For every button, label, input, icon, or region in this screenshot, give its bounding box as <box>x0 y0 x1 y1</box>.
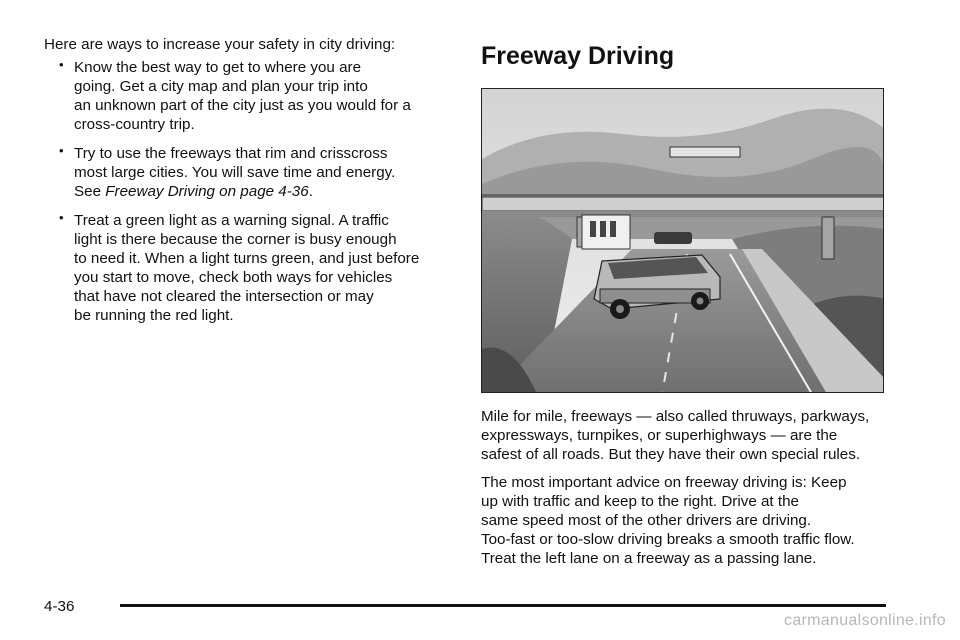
list-item-line: to need it. When a light turns green, and just before <box>74 250 420 267</box>
list-item-line: Know the best way to get to where you are <box>74 59 362 76</box>
bullet-icon: • <box>59 210 64 225</box>
footer-divider <box>120 604 886 607</box>
paragraph-line: Mile for mile, freeways — also called thruways, parkways, <box>481 408 870 425</box>
list-item-line: most large cities. You will save time and energy. <box>74 164 396 181</box>
list-item-line: cross-country trip. <box>74 116 195 133</box>
paragraph-line: up with traffic and keep to the right. Drive at the <box>481 493 799 510</box>
paragraph-line: same speed most of the other drivers are driving. <box>481 512 812 529</box>
list-item-line: light is there because the corner is busy enough <box>74 231 397 248</box>
paragraph <box>481 473 901 568</box>
list-item-line: Treat a green light as a warning signal. A traffic <box>74 212 389 229</box>
section-heading: Freeway Driving <box>481 42 675 70</box>
paragraph-line: safest of all roads. But they have their own special rules. <box>481 446 861 463</box>
list-item-line: an unknown part of the city just as you would for a <box>74 97 411 114</box>
cross-reference-link[interactable]: Freeway Driving on page 4-36 <box>105 183 309 200</box>
freeway-illustration <box>481 88 884 393</box>
intro-text: Here are ways to increase your safety in city driving: <box>44 36 396 53</box>
right-column-header <box>481 42 891 70</box>
freeway-body-text <box>481 407 901 577</box>
paragraph <box>481 407 901 464</box>
list-item-line: be running the red light. <box>74 307 234 324</box>
bullet-icon: • <box>59 57 64 72</box>
watermark: carmanualsonline.info <box>784 612 946 629</box>
list-item <box>44 58 454 134</box>
see-prefix: See <box>74 183 106 200</box>
list-item-line: that have not cleared the intersection or may <box>74 288 374 305</box>
safety-tips-list <box>44 58 454 325</box>
paragraph-line: expressways, turnpikes, or superhighways — are the <box>481 427 838 444</box>
left-column <box>44 35 454 335</box>
freeway-scene-image <box>482 89 884 393</box>
page-number: 4-36 <box>44 598 75 615</box>
list-item <box>44 144 454 201</box>
paragraph-line: The most important advice on freeway driving is: Keep <box>481 474 847 491</box>
paragraph-line: Too-fast or too-slow driving breaks a smooth traffic flow. <box>481 531 855 548</box>
paragraph-line: Treat the left lane on a freeway as a passing lane. <box>481 550 817 567</box>
see-suffix: . <box>308 183 313 200</box>
list-item-line: you start to move, check both ways for vehicles <box>74 269 393 286</box>
list-item-line: going. Get a city map and plan your trip into <box>74 78 368 95</box>
list-item <box>44 211 454 325</box>
list-item-line: Try to use the freeways that rim and crisscross <box>74 145 388 162</box>
bullet-icon: • <box>59 143 64 158</box>
